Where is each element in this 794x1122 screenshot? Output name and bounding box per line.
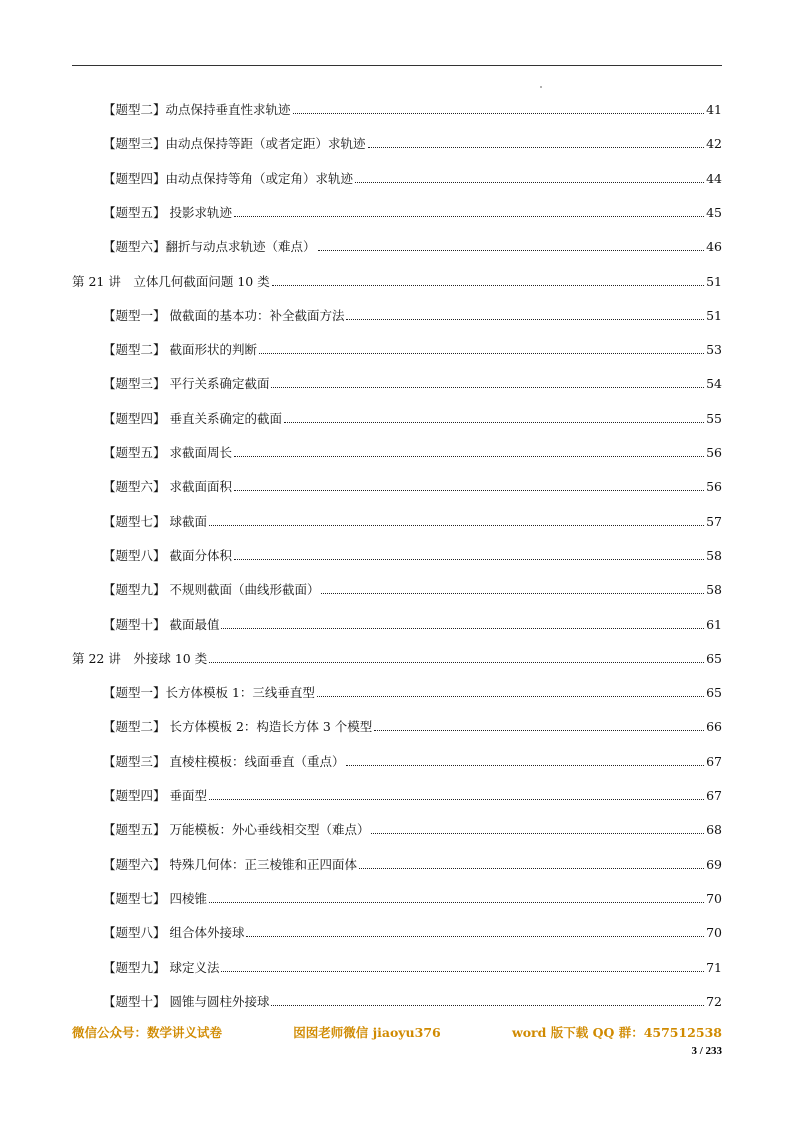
dot-leader [209,799,704,800]
toc-entry-title: 【题型二】 截面形状的判断 [103,342,257,358]
dot-leader [272,285,704,286]
toc-entry-page: 71 [706,959,722,975]
toc-entry-title: 【题型五】 万能模板：外心垂线相交型（难点） [103,822,370,838]
dot-leader [284,422,704,423]
dot-leader [221,628,704,629]
toc-section-entry[interactable] [72,298,722,324]
toc-section-entry[interactable] [72,744,722,770]
toc-entry-page: 51 [706,307,722,323]
stray-dot [540,86,542,88]
page-number: 3 / 233 [691,1045,722,1057]
toc-entry-page: 53 [706,342,722,358]
toc-section-entry[interactable] [72,847,722,873]
dot-leader [374,730,704,731]
toc-section-entry[interactable] [72,675,722,701]
toc-section-entry[interactable] [72,366,722,392]
dot-leader [271,387,704,388]
toc-entry-title: 【题型四】由动点保持等角（或定角）求轨迹 [103,170,354,186]
toc-entry-page: 55 [706,410,722,426]
dot-leader [317,696,704,697]
toc-entry-page: 67 [706,753,722,769]
footer-teacher-wechat: 囡囡老师微信 jiaoyu376 [293,1025,441,1040]
toc-entry-page: 61 [706,616,722,632]
toc-section-entry[interactable] [72,401,722,427]
dot-leader [271,1005,704,1006]
toc-entry-page: 70 [706,925,722,941]
toc-entry-title: 【题型七】 四棱锥 [103,890,207,906]
header-rule [72,65,722,66]
dot-leader [346,765,704,766]
dot-leader [209,902,704,903]
toc-entry-page: 41 [706,102,722,117]
toc-section-entry[interactable] [72,92,722,118]
toc-entry-page: 57 [706,513,722,529]
toc-entry-title: 【题型六】 特殊几何体：正三棱锥和正四面体 [103,856,357,872]
dot-leader [246,936,704,937]
toc-section-entry[interactable] [72,229,722,255]
toc-entry-title: 【题型十】 截面最值 [103,616,220,632]
toc-chapter-entry[interactable] [72,264,722,290]
dot-leader [234,559,704,560]
footer [72,1023,722,1041]
toc-entry-page: 56 [706,445,722,460]
toc-entry-page: 58 [706,582,722,598]
toc-entry-title: 【题型一】 做截面的基本功：补全截面方法 [103,307,345,323]
toc-entry-title: 【题型四】 垂面型 [103,788,207,803]
toc-entry-page: 69 [706,856,722,872]
dot-leader [368,147,705,148]
dot-leader [293,113,705,114]
toc-entry-title: 【题型二】 长方体模板 2：构造长方体 3 个模型 [103,719,373,735]
toc-section-entry[interactable] [72,435,722,461]
toc-section-entry[interactable] [72,161,722,187]
toc-entry-page: 56 [706,479,722,495]
toc-section-entry[interactable] [72,332,722,358]
toc-entry-title: 【题型二】动点保持垂直性求轨迹 [103,102,291,117]
toc-section-entry[interactable] [72,709,722,735]
toc-entry-page: 67 [706,788,722,803]
dot-leader [318,250,705,251]
toc-entry-title: 【题型六】 求截面面积 [103,479,232,495]
dot-leader [234,456,704,457]
toc-entry-page: 66 [706,719,722,735]
toc-entry-page: 70 [706,890,722,906]
toc-entry-title: 【题型八】 截面分体积 [103,547,232,563]
toc-entry-page: 54 [706,376,722,392]
toc-section-entry[interactable] [72,195,722,221]
toc-section-entry[interactable] [72,126,722,152]
toc-entry-title: 【题型八】 组合体外接球 [103,925,245,941]
toc-entry-title: 【题型三】 平行关系确定截面 [103,376,270,392]
toc-section-entry[interactable] [72,572,722,598]
toc-section-entry[interactable] [72,915,722,941]
toc-chapter-entry[interactable] [72,641,722,667]
footer-qq-group: word 版下载 QQ 群：457512538 [511,1025,722,1040]
toc-entry-page: 44 [706,170,722,186]
toc-entry-title: 【题型五】 投影求轨迹 [103,204,232,220]
toc-entry-page: 51 [706,273,722,289]
toc-entry-title: 【题型七】 球截面 [103,513,207,529]
toc-entry-title: 第 22 讲 外接球 10 类 [72,650,208,666]
dot-leader [321,593,704,594]
toc-entry-page: 65 [706,685,722,701]
toc-entry-title: 【题型九】 不规则截面（曲线形截面） [103,582,320,598]
toc-entry-title: 【题型四】 垂直关系确定的截面 [103,410,282,426]
toc-entry-title: 【题型六】翻折与动点求轨迹（难点） [103,239,316,255]
toc-entry-title: 【题型九】 球定义法 [103,959,220,975]
dot-leader [371,833,704,834]
toc-entry-page: 46 [706,239,722,255]
toc-section-entry[interactable] [72,607,722,633]
dot-leader [209,662,704,663]
toc-entry-page: 65 [706,650,722,666]
dot-leader [209,525,704,526]
toc-entry-page: 72 [706,993,722,1009]
toc-entry-title: 【题型十】 圆锥与圆柱外接球 [103,993,270,1009]
toc-section-entry[interactable] [72,538,722,564]
toc-section-entry[interactable] [72,504,722,530]
dot-leader [359,868,704,869]
dot-leader [234,216,704,217]
toc-section-entry[interactable] [72,950,722,976]
toc-entry-page: 45 [706,204,722,220]
toc-entry-title: 第 21 讲 立体几何截面问题 10 类 [72,273,270,289]
dot-leader [234,490,704,491]
dot-leader [346,319,704,320]
footer-wechat-account: 微信公众号：数学讲义试卷 [72,1025,223,1040]
toc-section-entry[interactable] [72,469,722,495]
toc-entry-title: 【题型三】由动点保持等距（或者定距）求轨迹 [103,136,366,152]
toc-section-entry[interactable] [72,881,722,907]
toc-section-entry[interactable] [72,984,722,1010]
toc-entry-page: 58 [706,547,722,563]
toc-entry-title: 【题型五】 求截面周长 [103,445,232,460]
toc-entry-title: 【题型一】长方体模板 1：三线垂直型 [103,685,315,701]
dot-leader [221,971,704,972]
toc-entry-page: 42 [706,136,722,152]
dot-leader [259,353,704,354]
toc-entry-title: 【题型三】 直棱柱模板：线面垂直（重点） [103,753,345,769]
toc-section-entry[interactable] [72,812,722,838]
toc-entry-page: 68 [706,822,722,838]
dot-leader [355,182,704,183]
toc-section-entry[interactable] [72,778,722,804]
